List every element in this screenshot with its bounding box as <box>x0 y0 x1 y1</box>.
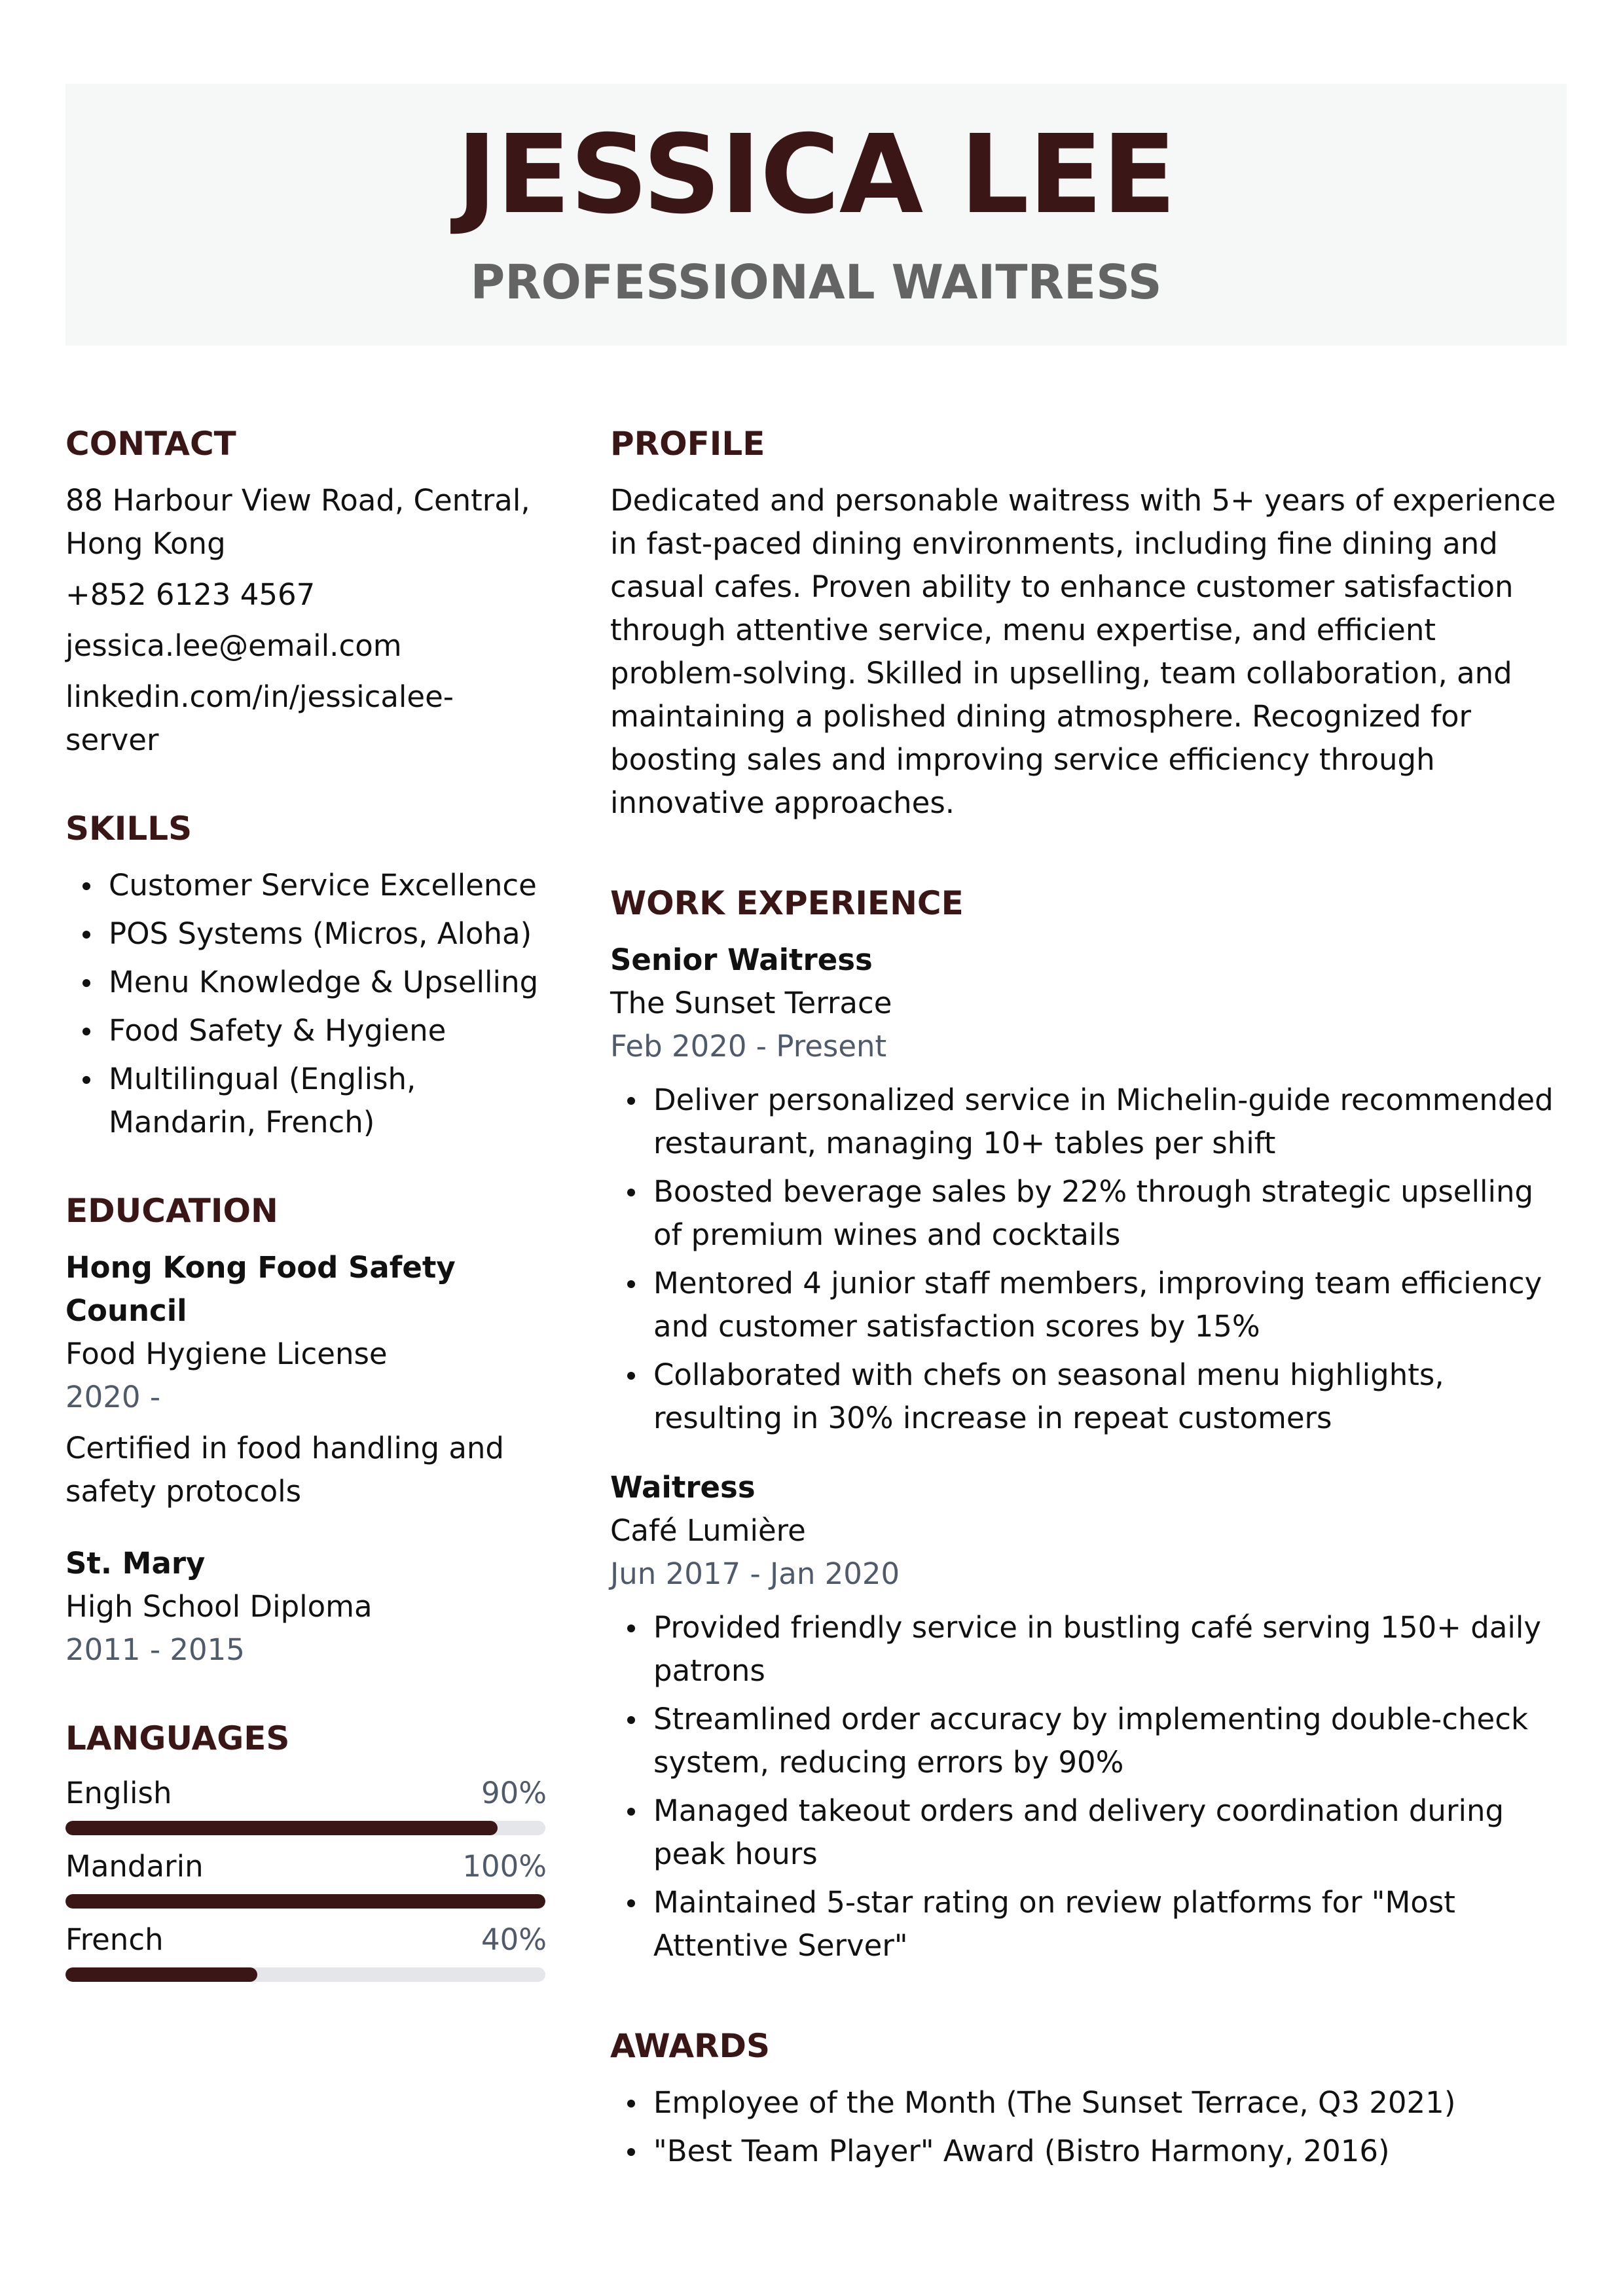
job-bullets <box>610 1079 1559 1440</box>
skill-item: POS Systems (Micros, Aloha) <box>109 912 547 956</box>
languages-section <box>65 1719 547 1982</box>
job-bullet: Deliver personalized service in Michelin-guide recommended restaurant, managing 10+ tables per shift <box>653 1079 1559 1165</box>
profile-heading: PROFILE <box>610 425 765 463</box>
awards-heading: AWARDS <box>610 2027 771 2065</box>
job-bullet: Collaborated with chefs on seasonal menu highlights, resulting in 30% increase in repeat customers <box>653 1354 1559 1440</box>
language-name: English <box>65 1776 172 1810</box>
job-entry <box>610 1466 1559 1967</box>
award-item: Employee of the Month (The Sunset Terrace, Q3 2021) <box>653 2081 1559 2125</box>
award-item: "Best Team Player" Award (Bistro Harmony, 2016) <box>653 2130 1559 2173</box>
candidate-title: PROFESSIONAL WAITRESS <box>470 255 1162 310</box>
job-dates: Jun 2017 - Jan 2020 <box>610 1556 900 1591</box>
job-role: Senior Waitress <box>610 942 873 977</box>
contact-email[interactable]: jessica.lee@email.com <box>65 628 402 663</box>
language-bar-track <box>65 1967 545 1982</box>
work-section <box>610 884 1559 1967</box>
skill-item: Customer Service Excellence <box>109 864 547 907</box>
job-bullet: Provided friendly service in bustling café serving 150+ daily patrons <box>653 1606 1559 1693</box>
language-bar-track <box>65 1894 545 1909</box>
resume-header <box>65 84 1567 346</box>
language-percent: 100% <box>462 1849 547 1884</box>
right-column <box>610 424 1559 2178</box>
education-dates: 2011 - 2015 <box>65 1632 245 1667</box>
work-heading: WORK EXPERIENCE <box>610 884 964 922</box>
contact-section <box>65 424 547 762</box>
job-dates: Feb 2020 - Present <box>610 1029 887 1064</box>
education-entry <box>65 1246 547 1513</box>
education-heading: EDUCATION <box>65 1192 278 1230</box>
left-column <box>65 424 547 1994</box>
job-role: Waitress <box>610 1470 756 1505</box>
language-row <box>65 1920 547 1982</box>
language-bar-fill <box>65 1967 257 1982</box>
job-company: The Sunset Terrace <box>610 986 892 1020</box>
job-bullet: Managed takeout orders and delivery coordination during peak hours <box>653 1789 1559 1876</box>
skill-item: Multilingual (English, Mandarin, French) <box>109 1058 547 1144</box>
education-degree: Food Hygiene License <box>65 1336 388 1371</box>
skill-item: Food Safety & Hygiene <box>109 1009 547 1052</box>
job-bullets <box>610 1606 1559 1967</box>
education-institution: Hong Kong Food Safety Council <box>65 1250 456 1328</box>
education-dates: 2020 - <box>65 1380 161 1414</box>
education-section <box>65 1191 547 1672</box>
language-name: French <box>65 1922 164 1957</box>
skills-section <box>65 809 547 1144</box>
language-name: Mandarin <box>65 1849 204 1884</box>
job-entry <box>610 939 1559 1440</box>
education-description: Certified in food handling and safety protocols <box>65 1431 504 1509</box>
language-row <box>65 1847 547 1909</box>
profile-text: Dedicated and personable waitress with 5+ years of experience in fast-paced dining environments, including fine dining and casual cafes. Proven ability to enhance customer satisfaction through attentive service, menu expertise, and efficient problem-solving. Skilled in upselling, team collaboration, and maintaining a polished dining atmosphere. Recognized for boosting sales and improving service efficiency through innovative approaches. <box>610 483 1556 820</box>
job-bullet: Boosted beverage sales by 22% through strategic upselling of premium wines and cocktails <box>653 1170 1559 1257</box>
candidate-name: JESSICA LEE <box>456 112 1176 238</box>
contact-address: 88 Harbour View Road, Central, Hong Kong <box>65 483 530 561</box>
education-entry <box>65 1542 547 1672</box>
language-row <box>65 1774 547 1835</box>
language-percent: 90% <box>481 1776 547 1810</box>
contact-heading: CONTACT <box>65 425 236 463</box>
language-bar-track <box>65 1821 545 1835</box>
job-bullet: Streamlined order accuracy by implementing double-check system, reducing errors by 90% <box>653 1698 1559 1784</box>
job-bullet: Maintained 5-star rating on review platforms for "Most Attentive Server" <box>653 1881 1559 1967</box>
language-bar-fill <box>65 1821 498 1835</box>
skill-item: Menu Knowledge & Upselling <box>109 961 547 1004</box>
education-institution: St. Mary <box>65 1546 206 1581</box>
job-company: Café Lumière <box>610 1513 806 1548</box>
awards-section <box>610 2026 1559 2173</box>
job-bullet: Mentored 4 junior staff members, improving team efficiency and customer satisfaction scores by 15% <box>653 1262 1559 1348</box>
language-percent: 40% <box>481 1922 547 1957</box>
skills-list <box>65 864 547 1144</box>
education-degree: High School Diploma <box>65 1589 373 1624</box>
skills-heading: SKILLS <box>65 810 192 848</box>
profile-section <box>610 424 1559 825</box>
awards-list <box>610 2081 1559 2173</box>
language-bar-fill <box>65 1894 545 1909</box>
contact-linkedin[interactable]: linkedin.com/in/jessicalee-server <box>65 679 454 757</box>
contact-phone: +852 6123 4567 <box>65 577 316 612</box>
languages-heading: LANGUAGES <box>65 1719 290 1757</box>
